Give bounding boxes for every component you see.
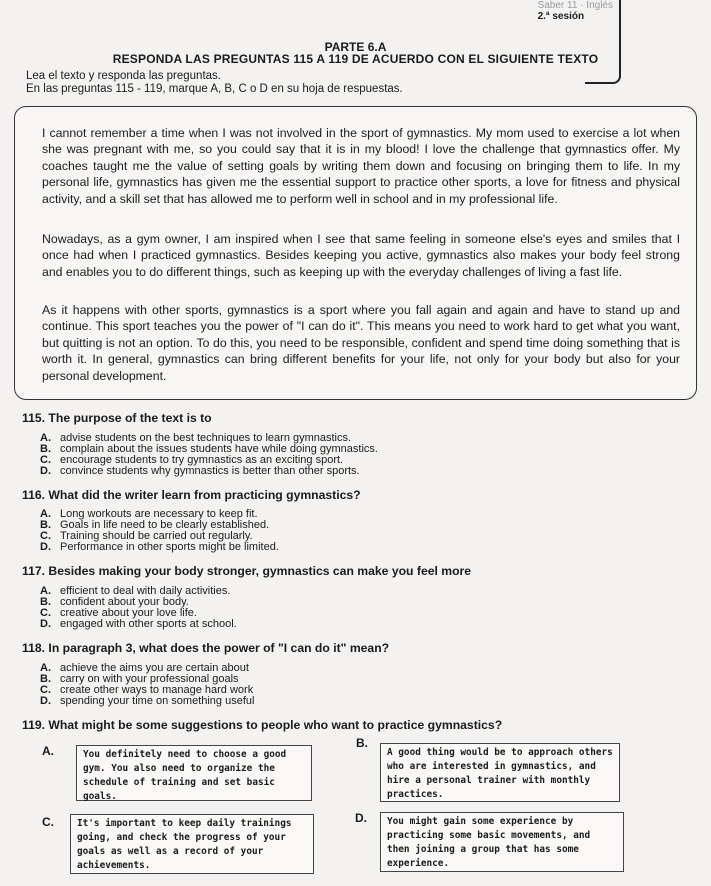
instruction-line-1: Lea el texto y responda las preguntas. [26, 70, 221, 82]
passage-paragraph-1: I cannot remember a time when I was not involved in the sport of gymnastics. My mom used to exercise a lot when she was pregnant with me, so you could say that it is in my blood! I love the challenge that gymnastics offer. My coaches taught me the value of setting goals by writing them down and focusing on bringing them to life. In my personal life, gymnastics has given me the essential support to practice other sports, a love for fitness and physical activity, and a skill set that has allowed me to perform well in school and in my professional life. [42, 126, 680, 206]
question-117-option-d[interactable]: D. engaged with other sports at school. [40, 618, 237, 630]
question-116-option-b[interactable]: B. Goals in life need to be clearly established. [40, 519, 270, 531]
question-119-option-c-letter: C. [42, 815, 54, 829]
question-118-stem: 118. In paragraph 3, what does the power of "I can do it" mean? [22, 641, 390, 655]
question-115-option-b[interactable]: B. complain about the issues students have while doing gymnastics. [40, 443, 378, 455]
session-label [538, 0, 613, 22]
passage-paragraph-3: As it happens with other sports, gymnastics is a sport where you fall again and again and have to stand up and continue. This sport teaches you the power of "I can do it". This means you need to work hard to get what you want, but quitting is not an option. To do this, you need to be responsible, confident and spend time doing something that is worth it. In general, gymnastics can bring different benefits for your life, not only for your body but also for your personal development. [42, 303, 680, 383]
question-115-option-c[interactable]: C. encourage students to try gymnastics as an exciting sport. [40, 454, 344, 466]
question-119-option-b-letter: B. [356, 736, 368, 750]
question-116-option-a[interactable]: A. Long workouts are necessary to keep fit. [40, 508, 258, 520]
question-115-option-a[interactable]: A. advise students on the best techniques to learn gymnastics. [40, 432, 352, 444]
question-118-option-a[interactable]: A. achieve the aims you are certain about [40, 662, 249, 674]
passage-paragraph-2: Nowadays, as a gym owner, I am inspired when I see that same feeling in someone else's eyes and smiles that I once had when I practiced gymnastics. Besides keeping you active, gymnastics also makes your body feel strong and enables you to do different things, such as keeping up with the everyday challenges of living a fast life. [42, 232, 680, 279]
question-117-stem: 117. Besides making your body stronger, gymnastics can make you feel more [22, 564, 472, 578]
question-118-option-d[interactable]: D. spending your time on something useful [40, 695, 255, 707]
question-119-option-a-card[interactable]: You definitely need to choose a good gym. You also need to organize the schedule of training and set basic goals. [76, 745, 312, 801]
part-title: PARTE 6.A [324, 40, 387, 54]
session-number: 2.ª sesión [537, 11, 585, 22]
question-119-stem: 119. What might be some suggestions to people who want to practice gymnastics? [22, 718, 503, 732]
question-116-stem: 116. What did the writer learn from practicing gymnastics? [22, 488, 361, 502]
question-119-option-c-card[interactable]: It's important to keep daily trainings going, and check the progress of your goals as well as a record of your achievements. [70, 814, 314, 874]
question-116-option-c[interactable]: C. Training should be carried out regularly. [40, 530, 253, 542]
question-117-option-b[interactable]: B. confident about your body. [40, 596, 189, 608]
question-115-option-d[interactable]: D. convince students why gymnastics is better than other sports. [40, 465, 360, 477]
question-119-option-b-card[interactable]: A good thing would be to approach others who are interested in gymnastics, and hire a personal trainer with monthly practices. [380, 743, 620, 802]
question-115-stem: 115. The purpose of the text is to [22, 411, 212, 425]
question-119-option-d-card[interactable]: You might gain some experience by practicing some basic movements, and then joining a group that has some experience. [380, 812, 624, 872]
question-118-option-c[interactable]: C. create other ways to manage hard work [40, 684, 254, 696]
question-119-option-a-letter: A. [42, 744, 54, 758]
section-heading: RESPONDA LAS PREGUNTAS 115 A 119 DE ACUERDO CON EL SIGUIENTE TEXTO [112, 52, 599, 66]
reading-passage [14, 106, 697, 400]
question-119-option-d-letter: D. [355, 811, 367, 825]
question-116-option-d[interactable]: D. Performance in other sports might be limited. [40, 541, 279, 553]
question-117-option-c[interactable]: C. creative about your love life. [40, 607, 197, 619]
question-118-option-b[interactable]: B. carry on with your professional goals [40, 673, 239, 685]
exam-name: Saber 11 · Inglés [537, 0, 613, 11]
instruction-line-2: En las preguntas 115 - 119, marque A, B, C o D en su hoja de respuestas. [26, 83, 403, 95]
question-117-option-a[interactable]: A. efficient to deal with daily activities. [40, 585, 231, 597]
